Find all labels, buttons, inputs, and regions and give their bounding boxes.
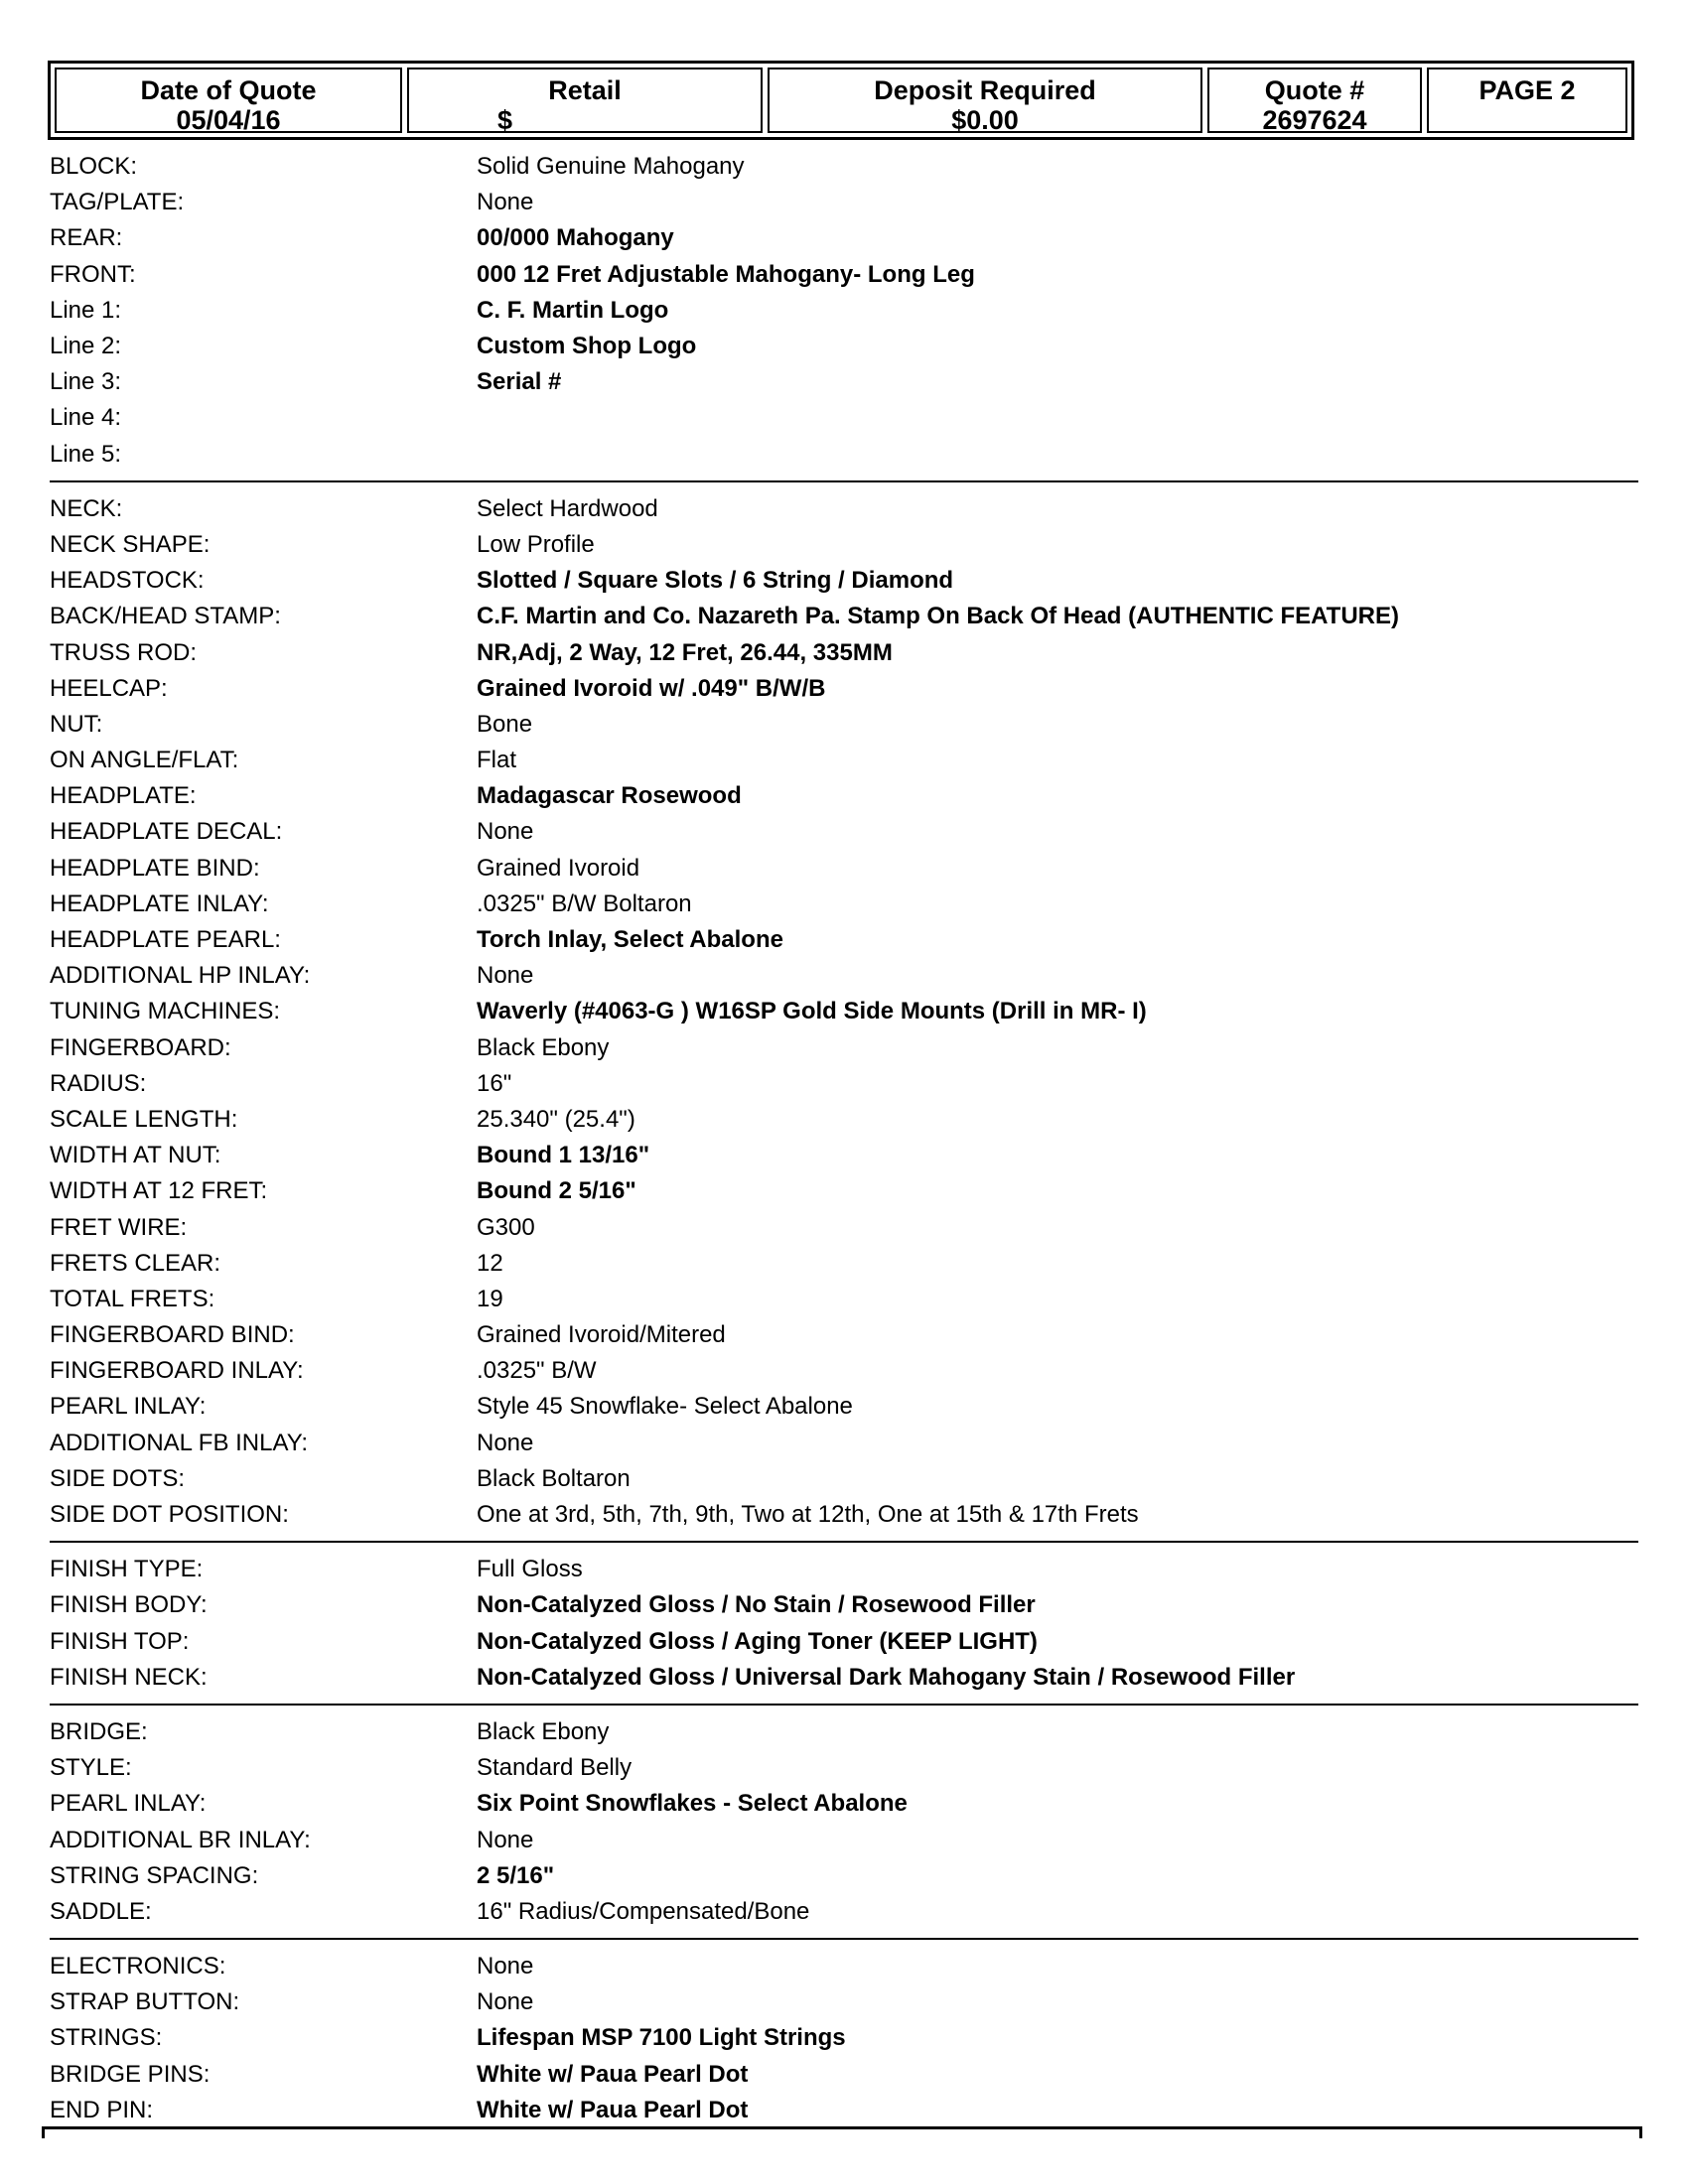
spec-value: 000 12 Fret Adjustable Mahogany- Long Leg [477,260,975,288]
spec-label: HEELCAP: [50,674,168,702]
spec-value: Select Hardwood [477,494,658,522]
spec-section [50,1949,1638,2136]
spec-label: ADDITIONAL BR INLAY: [50,1826,311,1853]
spec-row [50,1660,1638,1696]
spec-value: White w/ Paua Pearl Dot [477,2060,749,2088]
spec-row [50,922,1638,958]
spec-value: None [477,1826,534,1853]
spec-label: REAR: [50,224,123,252]
spec-label: PEARL INLAY: [50,1790,207,1818]
spec-row [50,437,1638,473]
spec-label: HEADPLATE BIND: [50,854,260,882]
spec-row [50,491,1638,527]
spec-row [50,599,1638,634]
spec-label: TRUSS ROD: [50,638,198,666]
quote-header [48,61,1634,140]
retail-cell [407,68,763,133]
spec-value: Non-Catalyzed Gloss / No Stain / Rosewood Filler [477,1591,1036,1619]
spec-label: HEADPLATE DECAL: [50,818,283,846]
spec-label: ELECTRONICS: [50,1953,226,1980]
spec-row [50,1066,1638,1102]
spec-row [50,1949,1638,1984]
spec-label: STRINGS: [50,2024,163,2052]
spec-label: PEARL INLAY: [50,1393,207,1421]
spec-label: FINGERBOARD BIND: [50,1321,295,1349]
spec-label: STRAP BUTTON: [50,1988,240,2016]
spec-value: Custom Shop Logo [477,333,697,360]
spec-value: None [477,962,534,990]
spec-label: NECK SHAPE: [50,530,211,558]
spec-label: FINISH TYPE: [50,1556,204,1583]
spec-label: STRING SPACING: [50,1861,259,1889]
spec-label: WIDTH AT 12 FRET: [50,1177,268,1205]
spec-label: ADDITIONAL FB INLAY: [50,1429,309,1456]
spec-label: NECK: [50,494,123,522]
spec-row [50,671,1638,707]
spec-row [50,1102,1638,1138]
spec-value: Solid Genuine Mahogany [477,153,745,181]
date-of-quote-value: 05/04/16 [176,105,281,135]
spec-label: TUNING MACHINES: [50,998,281,1025]
spec-value: None [477,1953,534,1980]
spec-label: HEADPLATE INLAY: [50,889,269,917]
spec-row [50,1984,1638,2020]
spec-value: 19 [477,1285,503,1312]
spec-row [50,1786,1638,1822]
spec-value: None [477,818,534,846]
spec-label: FRONT: [50,260,136,288]
spec-value: 16" Radius/Compensated/Bone [477,1897,810,1925]
spec-row [50,1282,1638,1317]
spec-row [50,1714,1638,1750]
spec-label: HEADPLATE: [50,782,197,810]
spec-value: Madagascar Rosewood [477,782,742,810]
spec-row [50,400,1638,436]
spec-value: White w/ Paua Pearl Dot [477,2096,749,2123]
spec-label: RADIUS: [50,1069,147,1097]
spec-row [50,1426,1638,1461]
spec-label: Line 1: [50,296,122,324]
spec-row [50,1209,1638,1245]
spec-row [50,1461,1638,1497]
deposit-value: $0.00 [951,105,1019,135]
spec-label: HEADSTOCK: [50,567,205,595]
spec-value: One at 3rd, 5th, 7th, 9th, Two at 12th, One at 15th & 17th Frets [477,1501,1139,1529]
spec-label: TAG/PLATE: [50,189,185,216]
deposit-label: Deposit Required [874,75,1096,105]
spec-value: 25.340" (25.4") [477,1105,635,1133]
spec-row [50,1858,1638,1894]
spec-section [50,1552,1638,1706]
spec-label: FRETS CLEAR: [50,1249,221,1277]
spec-row [50,364,1638,400]
spec-row [50,994,1638,1029]
spec-value: Grained Ivoroid/Mitered [477,1321,726,1349]
deposit-cell [768,68,1202,133]
spec-label: BLOCK: [50,153,138,181]
page-number-cell [1427,68,1627,133]
spec-label: BRIDGE: [50,1717,148,1745]
spec-section [50,491,1638,1543]
spec-value: 2 5/16" [477,1861,555,1889]
spec-value: Grained Ivoroid w/ .049" B/W/B [477,674,826,702]
spec-value: Lifespan MSP 7100 Light Strings [477,2024,846,2052]
spec-value: C.F. Martin and Co. Nazareth Pa. Stamp On Back Of Head (AUTHENTIC FEATURE) [477,603,1399,630]
spec-row [50,851,1638,887]
spec-row [50,2020,1638,2056]
spec-label: END PIN: [50,2096,154,2123]
spec-row [50,887,1638,922]
spec-label: STYLE: [50,1754,132,1782]
spec-label: FINGERBOARD INLAY: [50,1357,304,1385]
spec-value: .0325" B/W [477,1357,597,1385]
spec-value: Standard Belly [477,1754,633,1782]
spec-value: Grained Ivoroid [477,854,640,882]
spec-value: Waverly (#4063-G ) W16SP Gold Side Mounts (Drill in MR- I) [477,998,1147,1025]
date-of-quote-cell [55,68,402,133]
spec-label: BACK/HEAD STAMP: [50,603,281,630]
spec-sections [50,149,1638,2145]
spec-row [50,1138,1638,1173]
spec-label: WIDTH AT NUT: [50,1142,221,1169]
quote-number-label: Quote # [1264,75,1365,105]
spec-label: SADDLE: [50,1897,152,1925]
spec-label: Line 3: [50,368,122,396]
spec-value: Torch Inlay, Select Abalone [477,926,783,954]
spec-row [50,293,1638,329]
spec-row [50,2057,1638,2093]
spec-row [50,257,1638,293]
spec-row [50,185,1638,220]
spec-value: Six Point Snowflakes - Select Abalone [477,1790,908,1818]
spec-row [50,1389,1638,1425]
quote-number-cell [1207,68,1422,133]
spec-value: Black Ebony [477,1717,610,1745]
spec-row [50,1353,1638,1389]
spec-label: SIDE DOTS: [50,1464,186,1492]
spec-value: Flat [477,747,517,774]
spec-label: SCALE LENGTH: [50,1105,238,1133]
spec-label: HEADPLATE PEARL: [50,926,281,954]
spec-label: Line 2: [50,333,122,360]
spec-row [50,958,1638,994]
spec-label: Line 5: [50,440,122,468]
spec-value: G300 [477,1213,535,1241]
spec-value: 12 [477,1249,503,1277]
spec-value: Low Profile [477,530,595,558]
date-of-quote-label: Date of Quote [140,75,317,105]
spec-row [50,1246,1638,1282]
spec-value: None [477,189,534,216]
spec-row [50,707,1638,743]
spec-value: Bound 2 5/16" [477,1177,636,1205]
spec-row [50,2093,1638,2128]
spec-value: Style 45 Snowflake- Select Abalone [477,1393,853,1421]
spec-row [50,1587,1638,1623]
spec-row [50,1030,1638,1066]
spec-row [50,778,1638,814]
spec-value: NR,Adj, 2 Way, 12 Fret, 26.44, 335MM [477,638,893,666]
quote-number-value: 2697624 [1262,105,1367,135]
spec-value: Black Ebony [477,1033,610,1061]
spec-section [50,149,1638,482]
spec-row [50,1497,1638,1533]
spec-row [50,220,1638,256]
spec-row [50,329,1638,364]
spec-label: BRIDGE PINS: [50,2060,211,2088]
spec-row [50,527,1638,563]
spec-row [50,634,1638,670]
retail-label: Retail [548,75,622,105]
spec-value: Non-Catalyzed Gloss / Aging Toner (KEEP LIGHT) [477,1627,1038,1655]
spec-label: FINISH NECK: [50,1663,208,1691]
spec-value: Slotted / Square Slots / 6 String / Diamond [477,567,954,595]
spec-row [50,743,1638,778]
spec-section [50,1714,1638,1940]
spec-value: C. F. Martin Logo [477,296,669,324]
spec-value: 00/000 Mahogany [477,224,674,252]
spec-label: Line 4: [50,404,122,432]
spec-label: FINISH TOP: [50,1627,190,1655]
spec-label: TOTAL FRETS: [50,1285,215,1312]
spec-row [50,563,1638,599]
spec-row [50,1173,1638,1209]
spec-label: NUT: [50,710,103,738]
spec-label: SIDE DOT POSITION: [50,1501,289,1529]
spec-label: FINGERBOARD: [50,1033,231,1061]
spec-value: Bound 1 13/16" [477,1142,650,1169]
spec-row [50,1750,1638,1786]
spec-row [50,1552,1638,1587]
spec-label: FINISH BODY: [50,1591,208,1619]
spec-label: FRET WIRE: [50,1213,188,1241]
footer-rule [42,2126,1642,2129]
spec-value: .0325" B/W Boltaron [477,889,692,917]
spec-row [50,1317,1638,1353]
spec-value: None [477,1429,534,1456]
spec-value: None [477,1988,534,2016]
retail-value: $ [497,105,513,135]
spec-row [50,814,1638,850]
spec-label: ON ANGLE/FLAT: [50,747,239,774]
spec-row [50,1822,1638,1857]
spec-row [50,149,1638,185]
spec-value: Serial # [477,368,562,396]
spec-value: Non-Catalyzed Gloss / Universal Dark Mahogany Stain / Rosewood Filler [477,1663,1296,1691]
spec-value: Black Boltaron [477,1464,631,1492]
spec-value: Full Gloss [477,1556,583,1583]
spec-row [50,1624,1638,1660]
spec-label: ADDITIONAL HP INLAY: [50,962,311,990]
page-number-label: PAGE 2 [1478,75,1576,105]
spec-row [50,1894,1638,1930]
spec-value: 16" [477,1069,512,1097]
spec-value: Bone [477,710,533,738]
